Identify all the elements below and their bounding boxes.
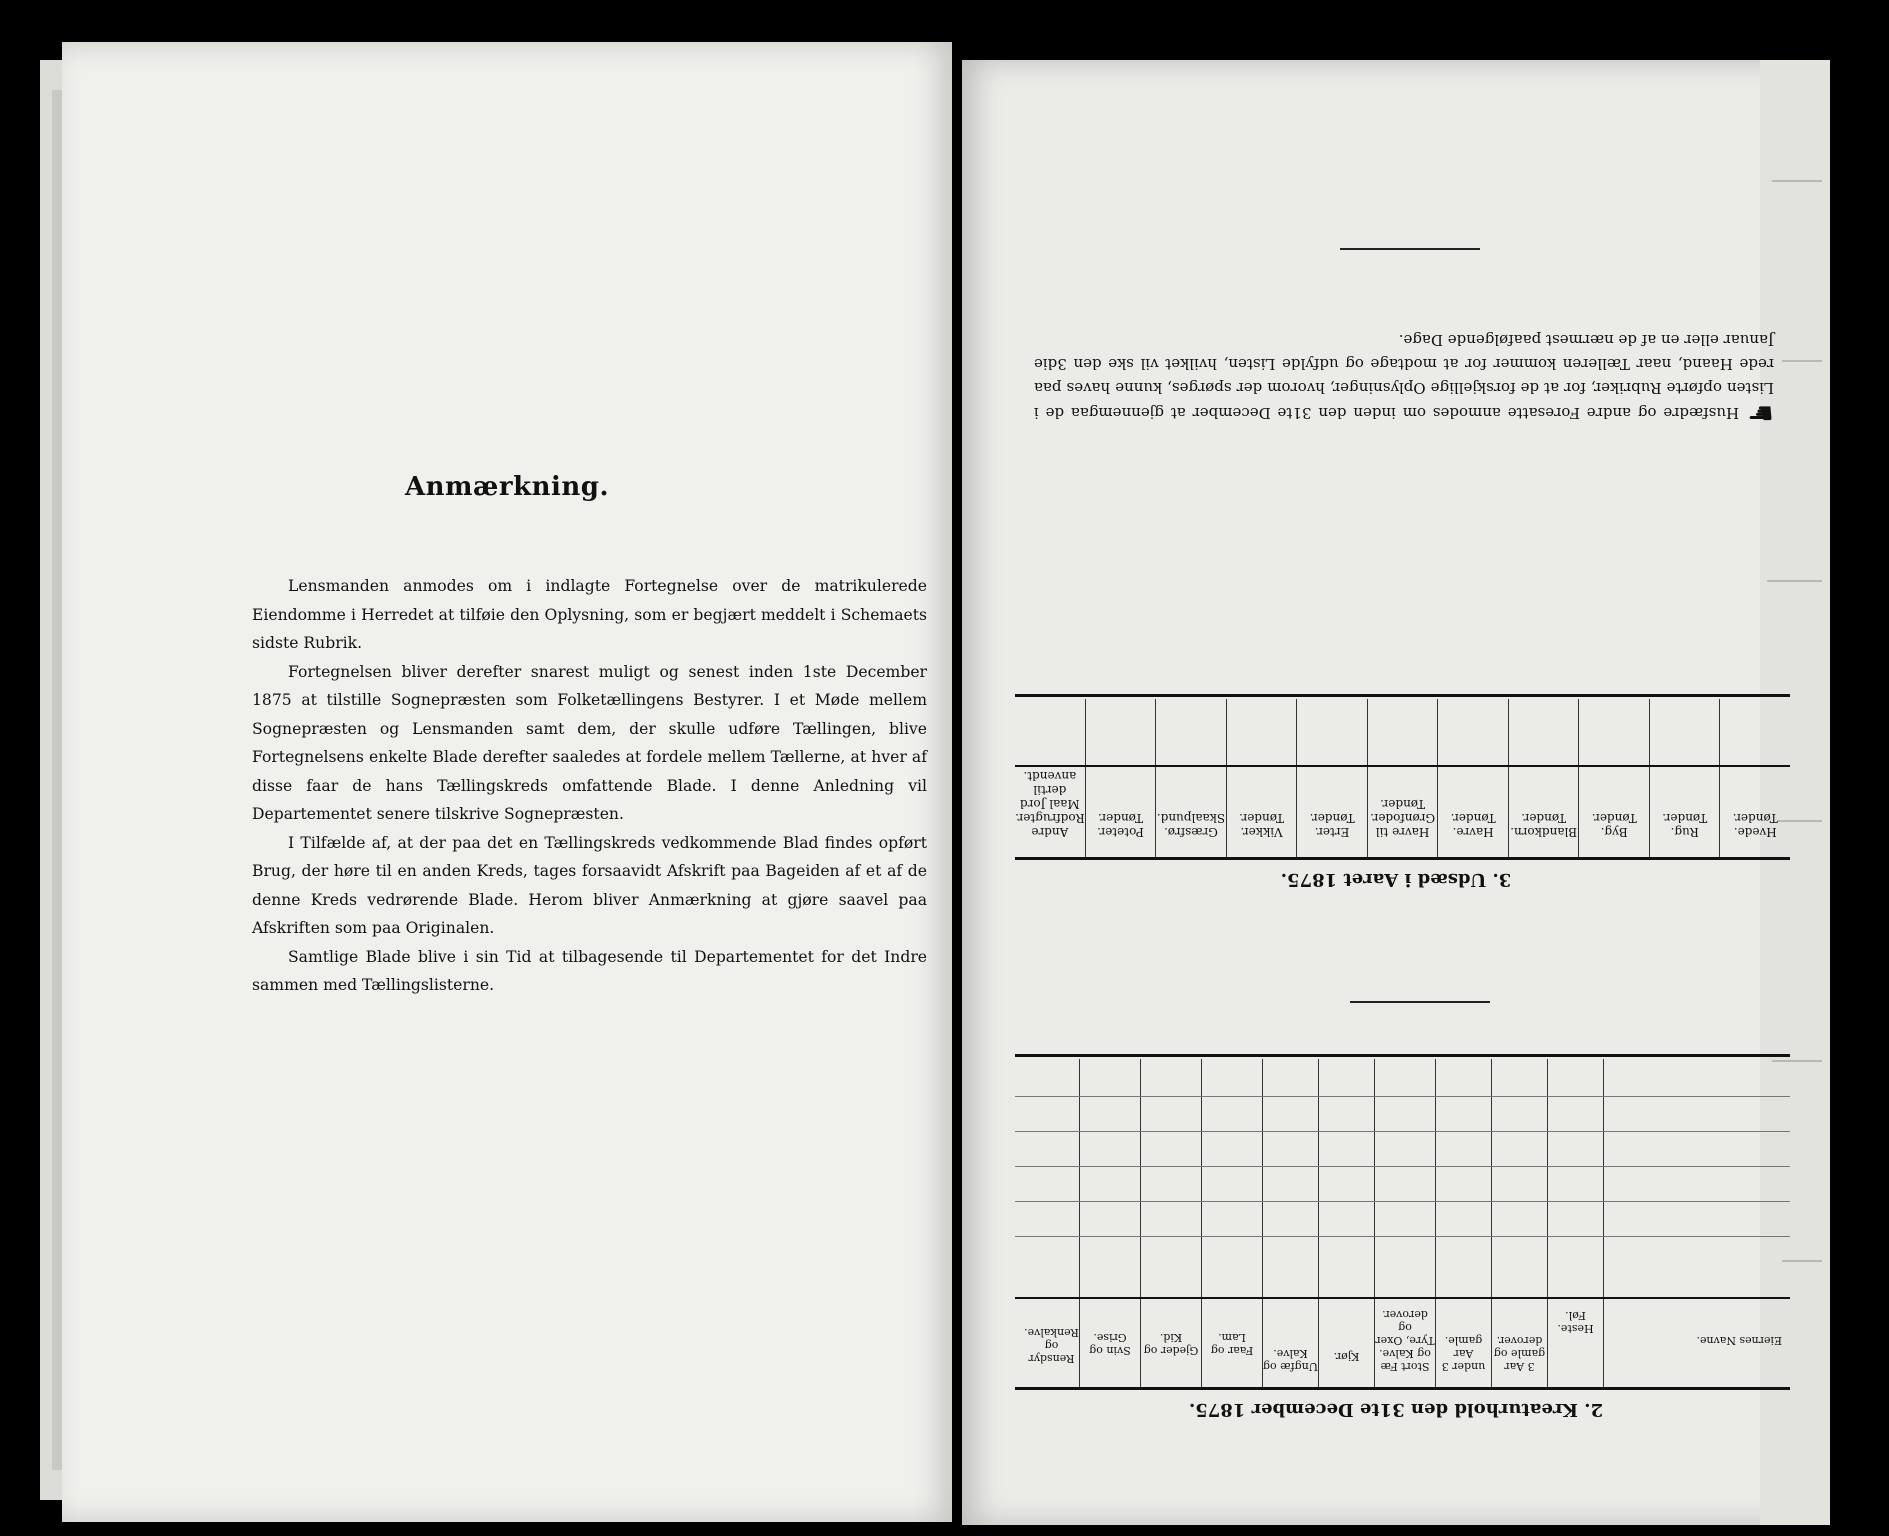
left-page (62, 42, 952, 1522)
col-cows: Kjør. (1318, 1299, 1374, 1387)
sowing-table (1015, 694, 1790, 860)
pointing-hand-icon: ☛ (1747, 395, 1774, 430)
col-rye: Rug. Tønder. (1649, 767, 1720, 857)
right-page (962, 60, 1830, 1525)
upside-down-content (962, 60, 1830, 1525)
col-bulls: Stort Fæ og Kalve. Tyre, Oxer og derover. (1374, 1299, 1435, 1387)
section2-title: 2. Kreaturhold den 31te December 1875. (1188, 1399, 1604, 1420)
col-horses: Heste. Føl. (1547, 1299, 1603, 1387)
col-goats: Gjeder og Kid. (1140, 1299, 1201, 1387)
note-title: Anmærkning. (404, 472, 610, 502)
note-body (252, 572, 927, 1000)
livestock-table-body (1015, 1059, 1790, 1297)
col-3yr: 3 Aar gamle og derover. (1491, 1299, 1547, 1387)
note-paragraph: Samtlige Blade blive i sin Tid at tilbagesende til Departementet for det Indre sammen med Tællingslisterne. (252, 947, 927, 994)
col-sheep: Faar og Lam. (1201, 1299, 1262, 1387)
col-peas: Erter. Tønder. (1296, 767, 1367, 857)
col-grass-seed: Græsfrø. Skaalpund. (1155, 767, 1226, 857)
notice-paragraph (1034, 328, 1774, 430)
col-oats: Havre. Tønder. (1437, 767, 1508, 857)
col-vetch: Vikker. Tønder. (1226, 767, 1297, 857)
note-paragraph: Lensmanden anmodes om i indlagte Fortegnelse over de matrikulerede Eiendomme i Herredet at tilføie den Oplysning, som er begjært meddelt i Schemaets sidste Rubrik. (252, 577, 927, 652)
col-mixed-grain: Blandkorn. Tønder. (1508, 767, 1579, 857)
col-root-crops: Andre Rodfrugter. Maal Jord dertil anvendt. (1015, 769, 1085, 839)
col-young: Ungfæ og Kalve. (1262, 1299, 1318, 1387)
note-paragraph: Fortegnelsen bliver derefter snarest muligt og senest inden 1ste December 1875 at tilstille Sognepræsten som Folketællingens Bestyrer. I et Møde mellem Sognepræsten og Lensmanden samt dem, der skulle udføre Tællingen, blive Fortegnelsens enkelte Blade derefter saaledes at fordele mellem Tællerne, at hver af disse faar de hans Tællingskreds omfattende Blade. I denne Anledning vil Departementet senere tilskrive Sognepræsten. (252, 662, 927, 823)
notice-text: Husfædre og andre Foresatte anmodes om inden den 31te December at gjennemgaa de i Listen opførte Rubriker, for at de forskjellige Oplysninger, hvorom der spørges, kunne haves paa rede Haand, naar Tælleren kommer for at modtage og udfylde Listen, hvilket vil ske den 3die Januar eller en af de nærmest paafølgende Dage. (1034, 331, 1774, 422)
sowing-table-header (1015, 765, 1790, 857)
col-oats-fodder: Havre til Grønfoder. Tønder. (1367, 767, 1438, 857)
section3-title: 3. Udsæd i Aaret 1875. (1280, 869, 1512, 890)
col-owner: Eiernes Navne. (1603, 1299, 1790, 1387)
note-paragraph: I Tilfælde af, at der paa det en Tællingskreds vedkommende Blad findes opført Brug, der høre til en anden Kreds, tages forsaavidt Afskrift paa Bageiden af et af de denne Kreds vedrørende Blade. Herom bliver Anmærkning at gjøre saavel paa Afskriften som paa Originalen. (252, 833, 927, 937)
col-potatoes: Poteter. Tønder. (1085, 767, 1156, 857)
livestock-table-header (1015, 1297, 1790, 1387)
livestock-table (1015, 1054, 1790, 1390)
col-pigs: Svin og Grise. (1079, 1299, 1140, 1387)
col-reindeer: Rensdyr og Renkalve. (1024, 1326, 1079, 1365)
col-under3: under 3 Aar gamle. (1435, 1299, 1491, 1387)
sowing-table-body (1015, 699, 1790, 765)
col-barley: Byg. Tønder. (1578, 767, 1649, 857)
col-wheat: Hvede. Tønder. (1719, 767, 1790, 857)
